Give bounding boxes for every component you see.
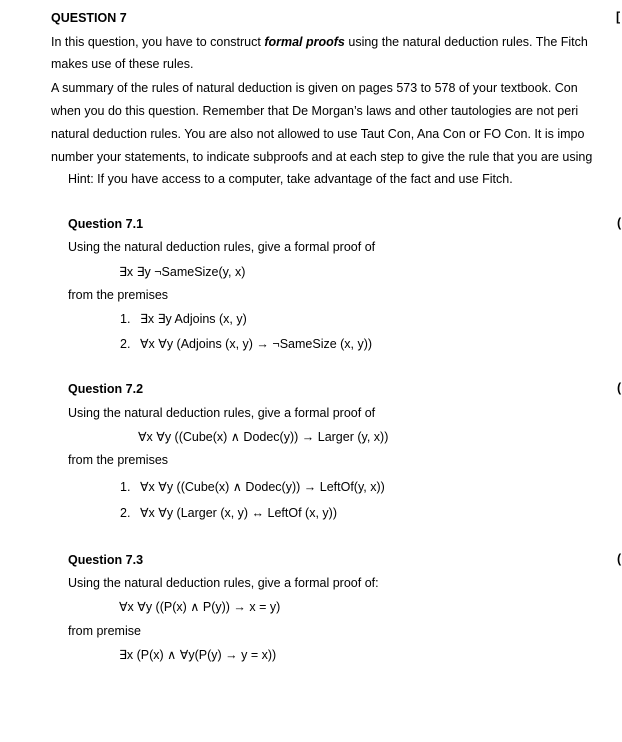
q72-premise-2-formula: ∀x ∀y (Larger (x, y) ↔ LeftOf (x, y))	[140, 506, 337, 520]
q71-goal-formula: ∃x ∃y ¬SameSize(y, x)	[119, 265, 246, 279]
marks-bracket: [	[616, 10, 621, 24]
q73-title: Question 7.3	[68, 553, 144, 567]
q71-title: Question 7.1	[68, 217, 144, 231]
q71-premise-2-number: 2.	[120, 337, 131, 351]
summary-line-1: A summary of the rules of natural deduction is given on pages 573 to 578 of your textbook. Con	[51, 81, 578, 95]
intro-line-2: makes use of these rules.	[51, 57, 194, 71]
intro-emphasis: formal proofs	[264, 35, 345, 49]
q72-premise-1-number: 1.	[120, 480, 131, 494]
q73-premise-formula: ∃x (P(x) ∧ ∀y(P(y) → y = x))	[119, 648, 277, 662]
q73-mark: (	[617, 552, 622, 566]
question-heading: QUESTION 7	[51, 11, 127, 25]
q72-premise-2-number: 2.	[120, 506, 131, 520]
q71-prompt: Using the natural deduction rules, give a formal proof of	[68, 240, 376, 254]
q73-premises-label: from premise	[68, 624, 141, 638]
intro-pre: In this question, you have to construct	[51, 35, 265, 49]
hint-text: Hint: If you have access to a computer, take advantage of the fact and use Fitch.	[68, 172, 513, 186]
intro-line-1	[51, 34, 588, 50]
summary-line-4: number your statements, to indicate subproofs and at each step to give the rule that you are using	[51, 150, 593, 164]
q71-premises-label: from the premises	[68, 288, 169, 302]
q71-premise-2-formula: ∀x ∀y (Adjoins (x, y) → ¬SameSize (x, y))	[140, 337, 373, 351]
q72-premise-1-formula: ∀x ∀y ((Cube(x) ∧ Dodec(y)) → LeftOf(y, x))	[140, 480, 385, 494]
q73-goal-formula: ∀x ∀y ((P(x) ∧ P(y)) → x = y)	[119, 600, 281, 614]
summary-line-2: when you do this question. Remember that De Morgan’s laws and other tautologies are not peri	[51, 104, 579, 118]
q71-premise-1-formula: ∃x ∃y Adjoins (x, y)	[140, 312, 247, 326]
q72-premises-label: from the premises	[68, 453, 169, 467]
q72-goal-formula: ∀x ∀y ((Cube(x) ∧ Dodec(y)) → Larger (y, x))	[138, 430, 389, 444]
summary-line-3: natural deduction rules. You are also not allowed to use Taut Con, Ana Con or FO Con. It is impo	[51, 127, 585, 141]
q71-premise-1-number: 1.	[120, 312, 131, 326]
q73-prompt: Using the natural deduction rules, give a formal proof of:	[68, 576, 379, 590]
q72-prompt: Using the natural deduction rules, give a formal proof of	[68, 406, 376, 420]
q72-mark: (	[617, 381, 622, 395]
q72-title: Question 7.2	[68, 382, 144, 396]
q71-mark: (	[617, 216, 622, 230]
intro-post: using the natural deduction rules. The Fitch	[344, 35, 588, 49]
